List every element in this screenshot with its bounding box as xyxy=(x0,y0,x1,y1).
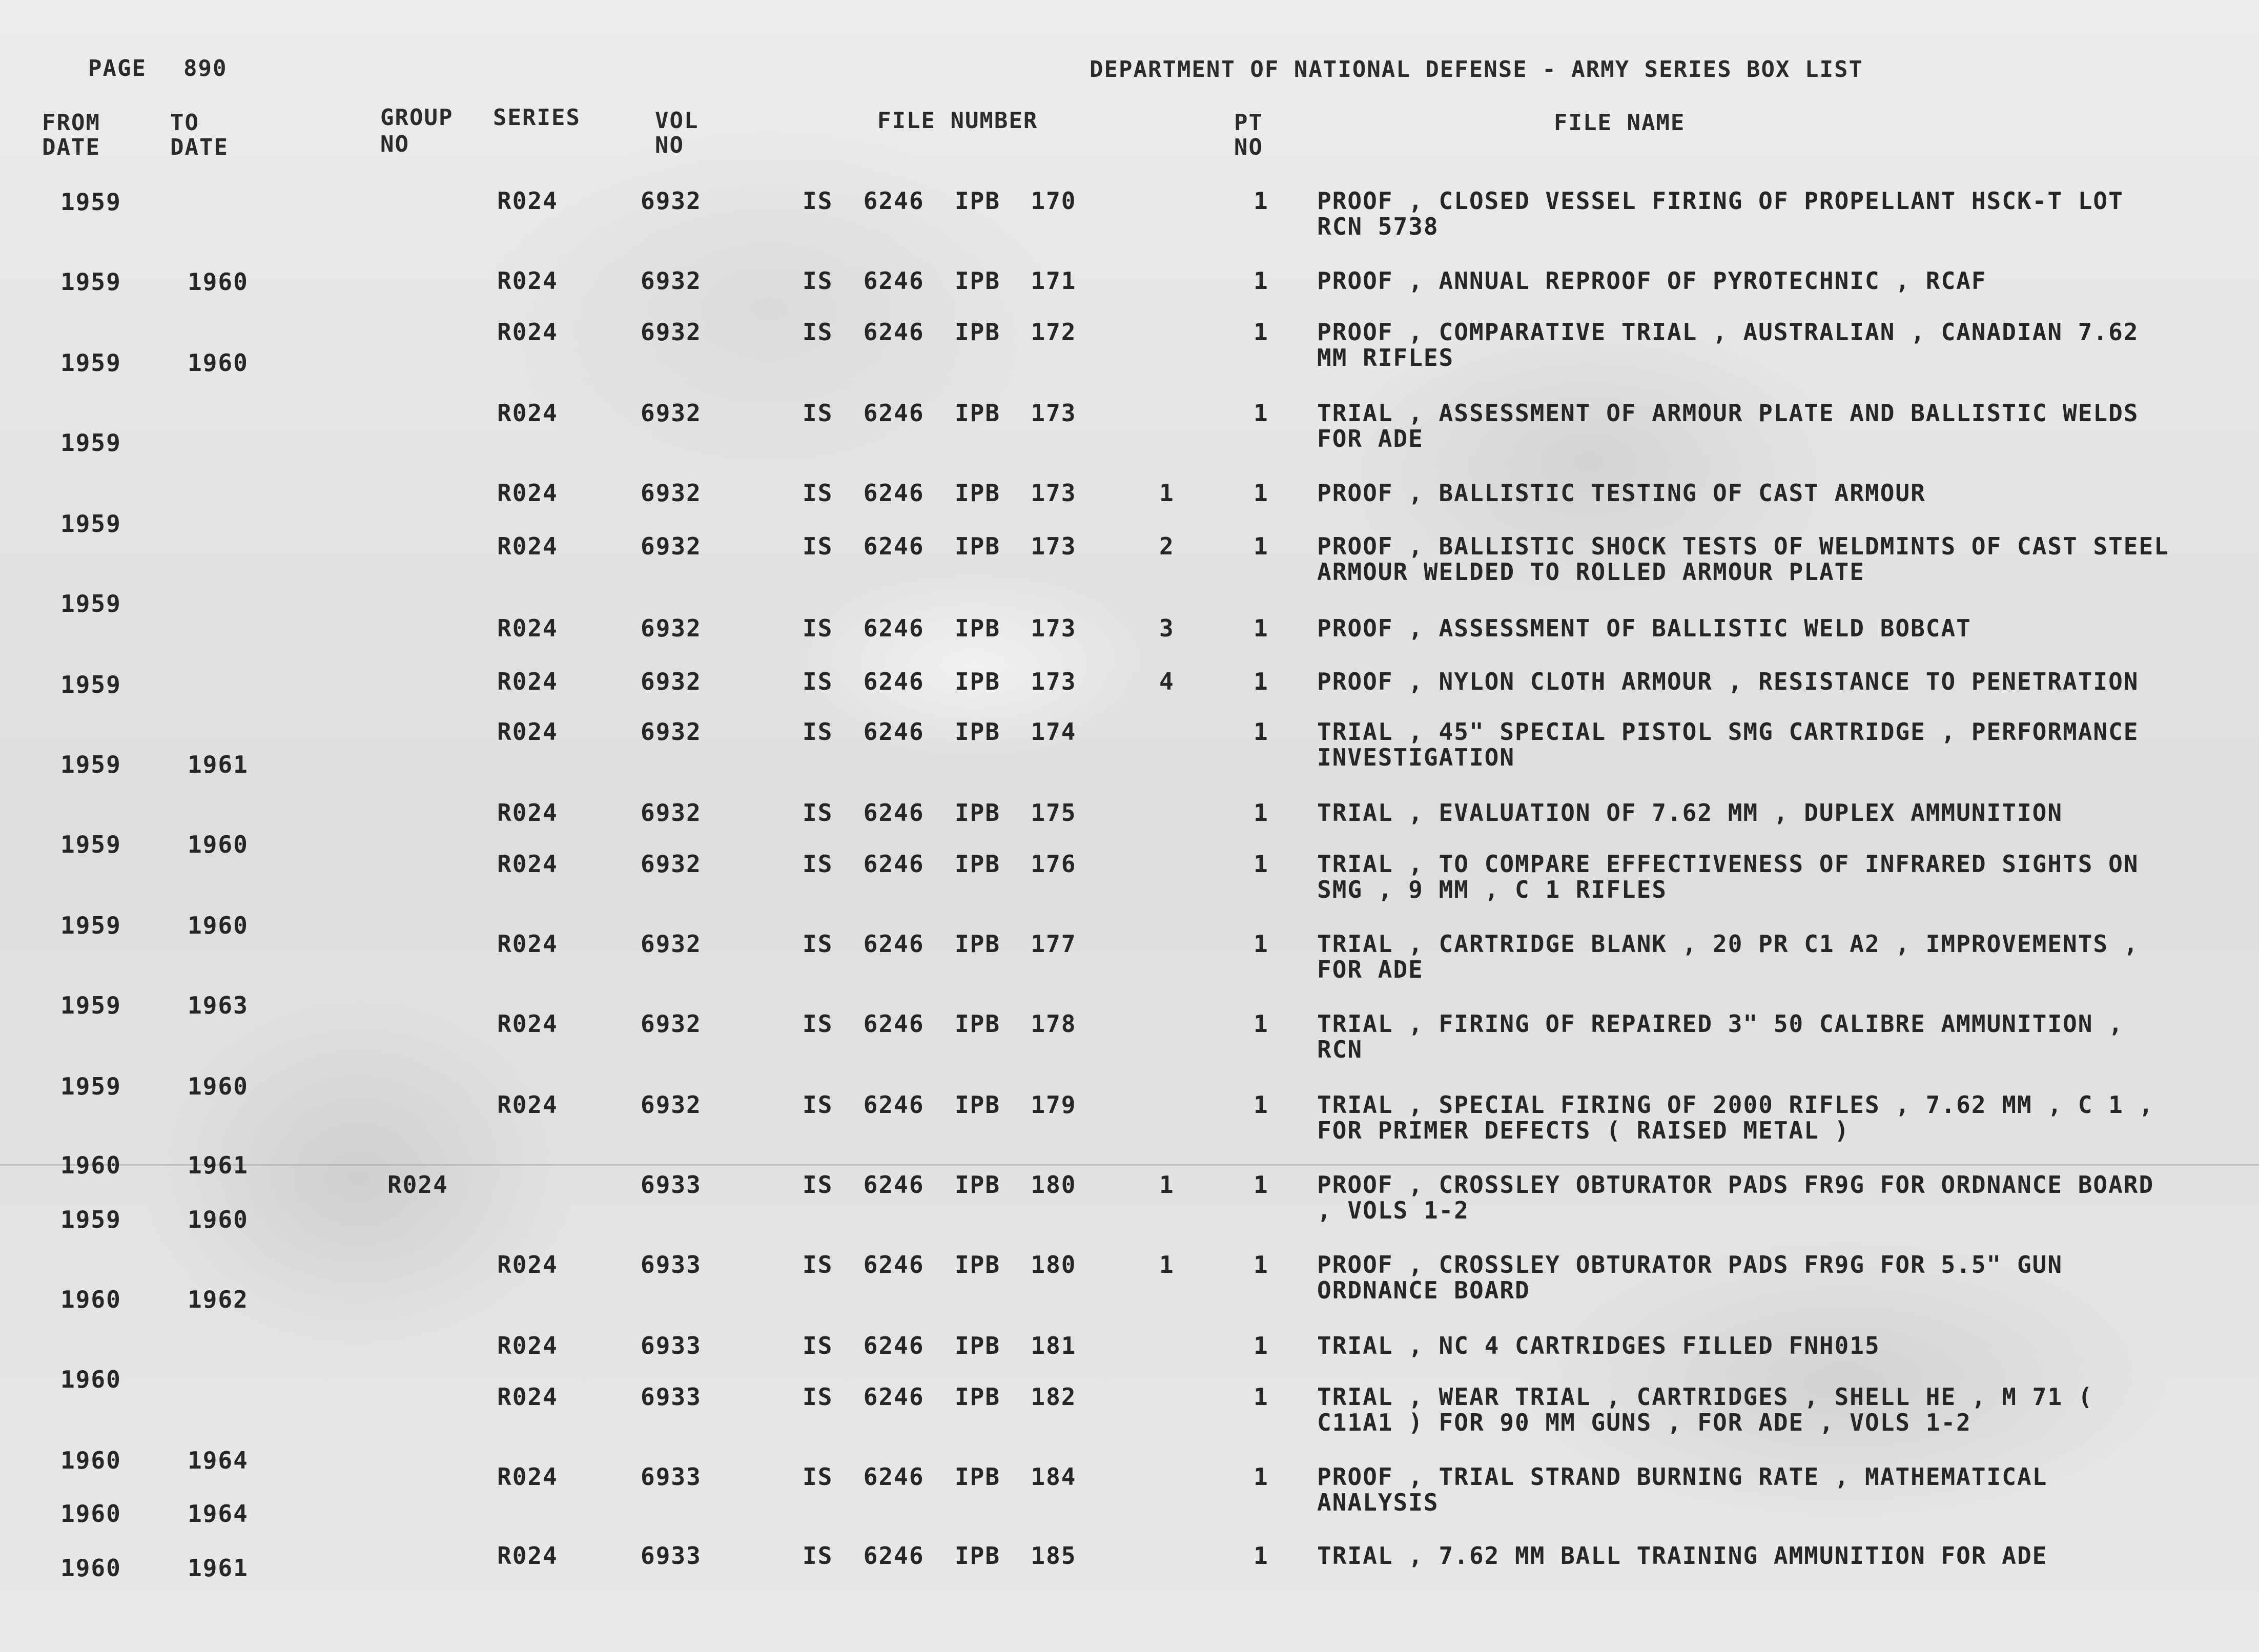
to-date: 1960 xyxy=(188,268,249,296)
from-date: 1959 xyxy=(60,188,121,216)
file-name-line-2: ARMOUR WELDED TO ROLLED ARMOUR PLATE xyxy=(1317,558,1865,586)
sub-number: 3 xyxy=(1159,614,1175,642)
pt-no: 1 xyxy=(1254,718,1269,746)
file-name-line-2: FOR PRIMER DEFECTS ( RAISED METAL ) xyxy=(1317,1117,1850,1144)
from-date: 1960 xyxy=(60,1447,121,1474)
file-number: IS 6246 IPB 173 xyxy=(803,399,1077,427)
file-number: IS 6246 IPB 175 xyxy=(803,799,1077,827)
to-date: 1960 xyxy=(188,831,249,858)
pt-no: 1 xyxy=(1254,187,1269,215)
vol-no: 6933 xyxy=(641,1171,702,1199)
page-label: PAGE xyxy=(88,55,147,81)
from-date: 1959 xyxy=(60,268,121,296)
from-date: 1959 xyxy=(60,510,121,538)
col-series: SERIES xyxy=(493,105,581,131)
vol-no: 6932 xyxy=(641,479,702,507)
to-date: 1960 xyxy=(188,1206,249,1233)
series-no: R024 xyxy=(497,1542,558,1570)
file-name-line-2: , VOLS 1-2 xyxy=(1317,1196,1469,1224)
file-name-line-2: ORDNANCE BOARD xyxy=(1317,1276,1530,1304)
pt-no: 1 xyxy=(1254,399,1269,427)
col-file-name: FILE NAME xyxy=(1554,110,1686,136)
file-number: IS 6246 IPB 178 xyxy=(803,1010,1077,1038)
col-vol-no-l2: NO xyxy=(655,132,684,158)
file-name-line-2: RCN 5738 xyxy=(1317,213,1439,240)
series-no: R024 xyxy=(497,1383,558,1411)
sub-number: 1 xyxy=(1159,479,1175,507)
to-date: 1960 xyxy=(188,349,249,377)
file-name-line-1: TRIAL , 45" SPECIAL PISTOL SMG CARTRIDGE , PERFORMANCE xyxy=(1317,718,2139,746)
series-no: R024 xyxy=(497,479,558,507)
to-date: 1962 xyxy=(188,1286,249,1313)
file-name-line-1: TRIAL , 7.62 MM BALL TRAINING AMMUNITION FOR ADE xyxy=(1317,1542,2048,1570)
series-no: R024 xyxy=(497,614,558,642)
series-no: R024 xyxy=(497,1010,558,1038)
file-name-line-1: PROOF , CROSSLEY OBTURATOR PADS FR9G FOR ORDNANCE BOARD xyxy=(1317,1171,2154,1199)
pt-no: 1 xyxy=(1254,1010,1269,1038)
vol-no: 6932 xyxy=(641,1010,702,1038)
file-number: IS 6246 IPB 182 xyxy=(803,1383,1077,1411)
file-name-line-1: PROOF , ASSESSMENT OF BALLISTIC WELD BOBCAT xyxy=(1317,614,1972,642)
series-no: R024 xyxy=(497,799,558,827)
vol-no: 6932 xyxy=(641,718,702,746)
file-name-line-1: PROOF , COMPARATIVE TRIAL , AUSTRALIAN , CANADIAN 7.62 xyxy=(1317,318,2139,346)
horizontal-fold-line xyxy=(0,1164,2259,1166)
pt-no: 1 xyxy=(1254,799,1269,827)
sub-number: 2 xyxy=(1159,532,1175,560)
file-name-line-1: PROOF , BALLISTIC TESTING OF CAST ARMOUR xyxy=(1317,479,1926,507)
from-date: 1960 xyxy=(60,1554,121,1582)
col-file-number: FILE NUMBER xyxy=(877,108,1038,134)
pt-no: 1 xyxy=(1254,1542,1269,1570)
file-name-line-1: PROOF , TRIAL STRAND BURNING RATE , MATHEMATICAL xyxy=(1317,1463,2048,1491)
file-number: IS 6246 IPB 171 xyxy=(803,267,1077,295)
sub-number: 1 xyxy=(1159,1251,1175,1278)
series-no: R024 xyxy=(497,668,558,695)
pt-no: 1 xyxy=(1254,614,1269,642)
vol-no: 6933 xyxy=(641,1383,702,1411)
series-no: R024 xyxy=(497,850,558,878)
file-name-line-1: TRIAL , EVALUATION OF 7.62 MM , DUPLEX AMMUNITION xyxy=(1317,799,2063,827)
pt-no: 1 xyxy=(1254,1251,1269,1278)
vol-no: 6932 xyxy=(641,930,702,958)
from-date: 1960 xyxy=(60,1366,121,1393)
col-from-date-l1: FROM xyxy=(42,110,100,136)
from-date: 1959 xyxy=(60,429,121,457)
col-to-date-l2: DATE xyxy=(170,134,229,160)
vol-no: 6932 xyxy=(641,532,702,560)
file-name-line-1: TRIAL , SPECIAL FIRING OF 2000 RIFLES , 7.62 MM , C 1 , xyxy=(1317,1091,2154,1119)
vol-no: 6933 xyxy=(641,1542,702,1570)
file-name-line-2: ANALYSIS xyxy=(1317,1489,1439,1516)
series-no: R024 xyxy=(497,1251,558,1278)
sub-number: 1 xyxy=(1159,1171,1175,1199)
col-pt-no-l1: PT xyxy=(1234,110,1263,136)
pt-no: 1 xyxy=(1254,1171,1269,1199)
file-name-line-1: PROOF , BALLISTIC SHOCK TESTS OF WELDMINTS OF CAST STEEL xyxy=(1317,532,2169,560)
series-no: R024 xyxy=(497,930,558,958)
sub-number: 4 xyxy=(1159,668,1175,695)
file-number: IS 6246 IPB 170 xyxy=(803,187,1077,215)
pt-no: 1 xyxy=(1254,532,1269,560)
vol-no: 6932 xyxy=(641,187,702,215)
col-pt-no-l2: NO xyxy=(1234,134,1263,160)
file-name-line-1: TRIAL , ASSESSMENT OF ARMOUR PLATE AND BALLISTIC WELDS xyxy=(1317,399,2139,427)
to-date: 1964 xyxy=(188,1500,249,1527)
to-date: 1961 xyxy=(188,1151,249,1179)
file-name-line-1: PROOF , CLOSED VESSEL FIRING OF PROPELLANT HSCK-T LOT xyxy=(1317,187,2124,215)
file-number: IS 6246 IPB 185 xyxy=(803,1542,1077,1570)
pt-no: 1 xyxy=(1254,850,1269,878)
file-number: IS 6246 IPB 177 xyxy=(803,930,1077,958)
vol-no: 6933 xyxy=(641,1251,702,1278)
page-number: 890 xyxy=(183,55,228,81)
vol-no: 6933 xyxy=(641,1332,702,1359)
from-date: 1959 xyxy=(60,590,121,617)
series-no: R024 xyxy=(497,267,558,295)
series-no: R024 xyxy=(497,1332,558,1359)
file-number: IS 6246 IPB 174 xyxy=(803,718,1077,746)
file-number: IS 6246 IPB 181 xyxy=(803,1332,1077,1359)
file-name-line-2: C11A1 ) FOR 90 MM GUNS , FOR ADE , VOLS 1-2 xyxy=(1317,1409,1972,1436)
pt-no: 1 xyxy=(1254,1383,1269,1411)
file-name-line-1: TRIAL , CARTRIDGE BLANK , 20 PR C1 A2 , IMPROVEMENTS , xyxy=(1317,930,2139,958)
file-name-line-2: INVESTIGATION xyxy=(1317,744,1515,771)
page-title: DEPARTMENT OF NATIONAL DEFENSE - ARMY SERIES BOX LIST xyxy=(1090,56,1863,82)
vol-no: 6932 xyxy=(641,850,702,878)
vol-no: 6932 xyxy=(641,799,702,827)
from-date: 1959 xyxy=(60,1072,121,1100)
file-number: IS 6246 IPB 184 xyxy=(803,1463,1077,1491)
vol-no: 6932 xyxy=(641,399,702,427)
file-name-line-2: FOR ADE xyxy=(1317,956,1424,983)
file-name-line-2: SMG , 9 MM , C 1 RIFLES xyxy=(1317,876,1667,903)
vol-no: 6932 xyxy=(641,318,702,346)
pt-no: 1 xyxy=(1254,318,1269,346)
series-no: R024 xyxy=(497,187,558,215)
from-date: 1959 xyxy=(60,349,121,377)
series-no: R024 xyxy=(497,718,558,746)
vol-no: 6932 xyxy=(641,1091,702,1119)
from-date: 1959 xyxy=(60,671,121,698)
vol-no: 6933 xyxy=(641,1463,702,1491)
pt-no: 1 xyxy=(1254,1332,1269,1359)
to-date: 1964 xyxy=(188,1447,249,1474)
col-from-date-l2: DATE xyxy=(42,134,100,160)
series-no: R024 xyxy=(497,532,558,560)
vol-no: 6932 xyxy=(641,614,702,642)
file-name-line-2: MM RIFLES xyxy=(1317,344,1454,371)
file-number: IS 6246 IPB 180 xyxy=(803,1171,1077,1199)
from-date: 1960 xyxy=(60,1286,121,1313)
file-number: IS 6246 IPB 172 xyxy=(803,318,1077,346)
series-no: R024 xyxy=(497,1463,558,1491)
from-date: 1959 xyxy=(60,831,121,858)
file-name-line-1: TRIAL , FIRING OF REPAIRED 3" 50 CALIBRE AMMUNITION , xyxy=(1317,1010,2124,1038)
to-date: 1963 xyxy=(188,992,249,1019)
file-name-line-2: RCN xyxy=(1317,1036,1363,1063)
to-date: 1960 xyxy=(188,912,249,939)
col-vol-no-l1: VOL xyxy=(655,108,699,134)
file-name-line-1: PROOF , NYLON CLOTH ARMOUR , RESISTANCE TO PENETRATION xyxy=(1317,668,2139,695)
to-date: 1961 xyxy=(188,751,249,778)
file-name-line-1: TRIAL , NC 4 CARTRIDGES FILLED FNH015 xyxy=(1317,1332,1880,1359)
col-group-no-l1: GROUP xyxy=(380,105,454,131)
vol-no: 6932 xyxy=(641,267,702,295)
from-date: 1959 xyxy=(60,751,121,778)
to-date: 1960 xyxy=(188,1072,249,1100)
file-number: IS 6246 IPB 173 xyxy=(803,532,1077,560)
to-date: 1961 xyxy=(188,1554,249,1582)
from-date: 1960 xyxy=(60,1500,121,1527)
pt-no: 1 xyxy=(1254,267,1269,295)
group-no: R024 xyxy=(387,1171,448,1199)
file-number: IS 6246 IPB 176 xyxy=(803,850,1077,878)
file-number: IS 6246 IPB 173 xyxy=(803,614,1077,642)
from-date: 1959 xyxy=(60,912,121,939)
series-no: R024 xyxy=(497,318,558,346)
file-name-line-1: TRIAL , WEAR TRIAL , CARTRIDGES , SHELL HE , M 71 ( xyxy=(1317,1383,2093,1411)
pt-no: 1 xyxy=(1254,930,1269,958)
from-date: 1959 xyxy=(60,1206,121,1233)
series-no: R024 xyxy=(497,399,558,427)
file-name-line-1: PROOF , ANNUAL REPROOF OF PYROTECHNIC , RCAF xyxy=(1317,267,1987,295)
file-number: IS 6246 IPB 180 xyxy=(803,1251,1077,1278)
file-number: IS 6246 IPB 179 xyxy=(803,1091,1077,1119)
from-date: 1959 xyxy=(60,992,121,1019)
col-group-no-l2: NO xyxy=(380,131,409,157)
pt-no: 1 xyxy=(1254,668,1269,695)
file-name-line-1: PROOF , CROSSLEY OBTURATOR PADS FR9G FOR 5.5" GUN xyxy=(1317,1251,2063,1278)
pt-no: 1 xyxy=(1254,1091,1269,1119)
vol-no: 6932 xyxy=(641,668,702,695)
from-date: 1960 xyxy=(60,1151,121,1179)
pt-no: 1 xyxy=(1254,479,1269,507)
file-name-line-2: FOR ADE xyxy=(1317,425,1424,452)
col-to-date-l1: TO xyxy=(170,110,199,136)
file-number: IS 6246 IPB 173 xyxy=(803,668,1077,695)
series-no: R024 xyxy=(497,1091,558,1119)
pt-no: 1 xyxy=(1254,1463,1269,1491)
file-name-line-1: TRIAL , TO COMPARE EFFECTIVENESS OF INFRARED SIGHTS ON xyxy=(1317,850,2139,878)
file-number: IS 6246 IPB 173 xyxy=(803,479,1077,507)
